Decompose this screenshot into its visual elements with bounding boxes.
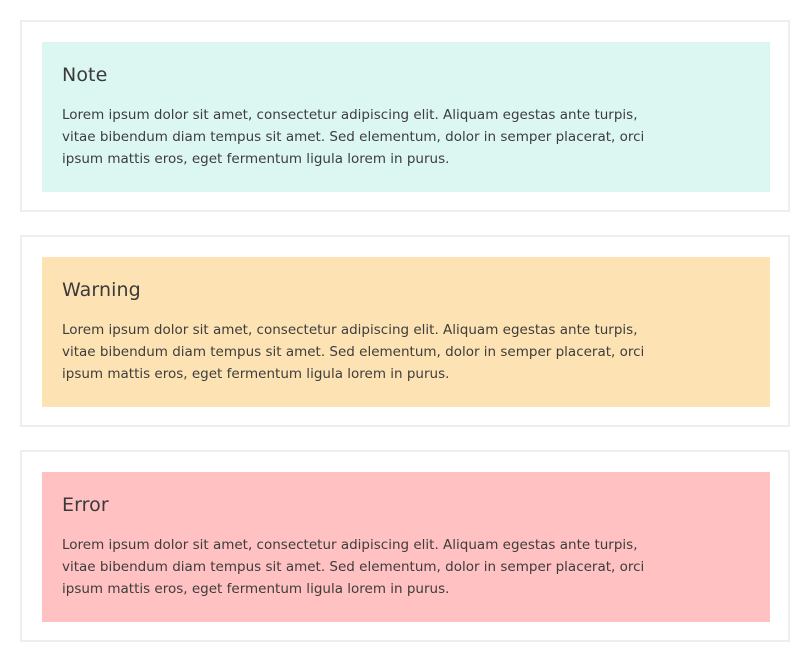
error-alert-title: Error <box>62 494 109 516</box>
error-alert <box>42 472 770 622</box>
warning-alert-body: Lorem ipsum dolor sit amet, consectetur adipiscing elit. Aliquam egestas ante turpis, vitae bibendum diam tempus sit amet. Sed elementum, dolor in semper placerat, orci ipsum mattis eros, eget fermentum ligula lorem in purus. <box>62 322 645 382</box>
warning-alert <box>42 257 770 407</box>
error-panel <box>20 450 790 642</box>
note-alert <box>42 42 770 192</box>
note-panel <box>20 20 790 212</box>
warning-panel <box>20 235 790 427</box>
note-alert-title: Note <box>62 64 108 86</box>
warning-alert-title: Warning <box>62 279 141 301</box>
note-alert-body: Lorem ipsum dolor sit amet, consectetur adipiscing elit. Aliquam egestas ante turpis, vitae bibendum diam tempus sit amet. Sed elementum, dolor in semper placerat, orci ipsum mattis eros, eget fermentum ligula lorem in purus. <box>62 107 645 167</box>
error-alert-body: Lorem ipsum dolor sit amet, consectetur adipiscing elit. Aliquam egestas ante turpis, vitae bibendum diam tempus sit amet. Sed elementum, dolor in semper placerat, orci ipsum mattis eros, eget fermentum ligula lorem in purus. <box>62 537 645 597</box>
